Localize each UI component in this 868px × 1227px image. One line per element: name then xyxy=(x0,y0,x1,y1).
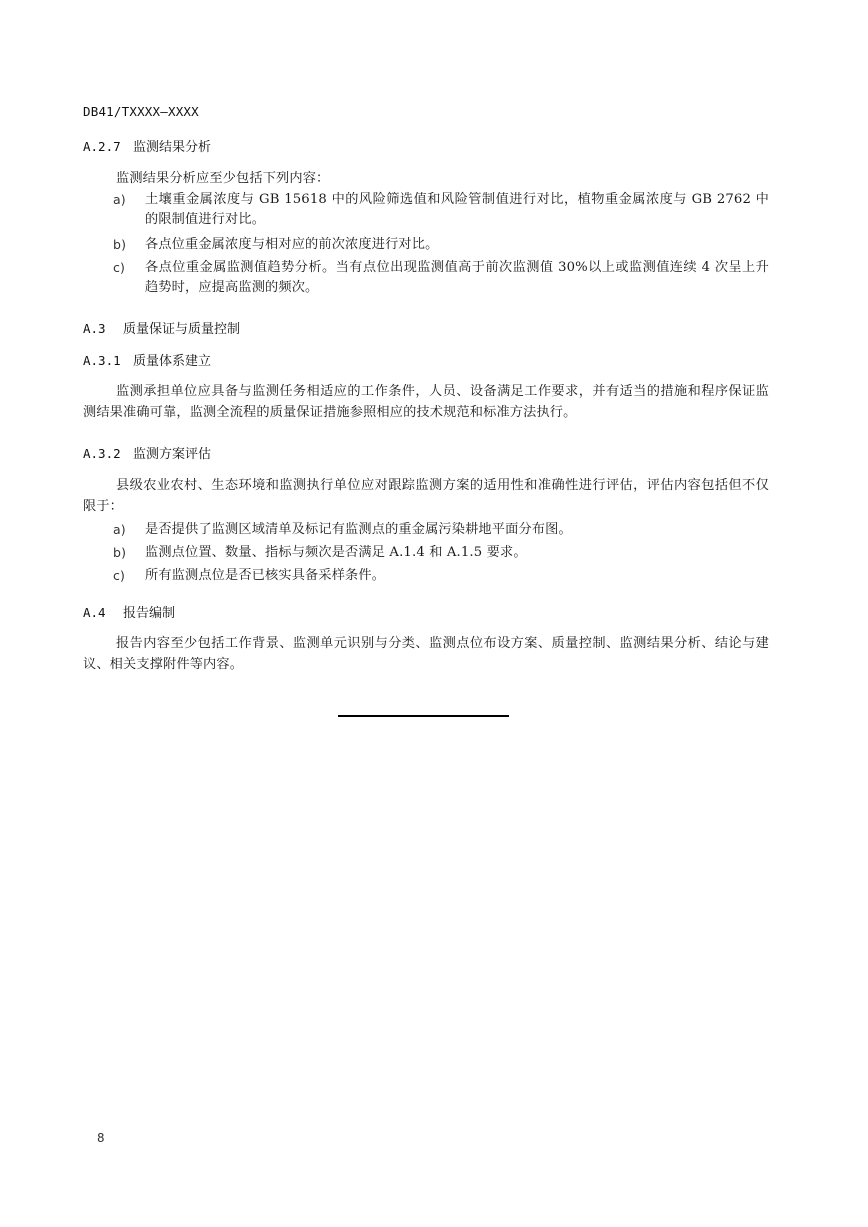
list-text: 所有监测点位是否已核实具备采样条件。 xyxy=(145,568,386,583)
section-number: A.3.2 xyxy=(83,446,121,461)
list-item xyxy=(113,566,769,586)
list-text: 各点位重金属监测值趋势分析。当有点位出现监测值高于前次监测值 30%以上或监测值连续 4 次呈上升趋势时，应提高监测的频次。 xyxy=(145,260,769,295)
a31-paragraph: 监测承担单位应具备与监测任务相适应的工作条件，人员、设备满足工作要求，并有适当的措施和程序保证监测结果准确可靠，监测全流程的质量保证措施参照相应的技术规范和标准方法执行。 xyxy=(83,384,769,420)
section-number: A.2.7 xyxy=(83,139,121,154)
heading-a4 xyxy=(83,602,175,621)
list-marker: c) xyxy=(113,568,126,583)
list-text: 是否提供了监测区域清单及标记有监测点的重金属污染耕地平面分布图。 xyxy=(145,522,572,537)
section-number: A.3 xyxy=(83,321,106,336)
heading-a3 xyxy=(83,318,240,337)
list-text: 监测点位置、数量、指标与频次是否满足 A.1.4 和 A.1.5 要求。 xyxy=(145,545,527,560)
section-title: 质量体系建立 xyxy=(133,354,212,369)
section-title: 质量保证与质量控制 xyxy=(123,322,241,337)
page-number: 8 xyxy=(97,1130,105,1145)
a32-paragraph: 县级农业农村、生态环境和监测执行单位应对跟踪监测方案的适用性和准确性进行评估，评估内容包括但不仅限于： xyxy=(83,478,769,514)
list-marker: b) xyxy=(113,545,127,560)
list-item xyxy=(113,520,769,540)
heading-a32 xyxy=(83,443,211,462)
list-item xyxy=(113,190,769,230)
list-item xyxy=(113,235,769,255)
list-marker: a) xyxy=(113,192,126,207)
a4-paragraph: 报告内容至少包括工作背景、监测单元识别与分类、监测点位布设方案、质量控制、监测结果分析、结论与建议、相关支撑附件等内容。 xyxy=(83,636,769,672)
list-marker: c) xyxy=(113,260,126,275)
a27-intro: 监测结果分析应至少包括下列内容： xyxy=(116,171,330,186)
list-marker: a) xyxy=(113,522,126,537)
heading-a27 xyxy=(83,136,211,155)
list-item xyxy=(113,258,769,298)
section-title: 监测结果分析 xyxy=(133,140,212,155)
section-title: 监测方案评估 xyxy=(133,447,212,462)
document-code: DB41/TXXXX—XXXX xyxy=(83,104,199,119)
list-marker: b) xyxy=(113,237,127,252)
end-rule-divider xyxy=(338,715,509,717)
section-number: A.4 xyxy=(83,605,106,620)
section-title: 报告编制 xyxy=(123,606,176,621)
section-number: A.3.1 xyxy=(83,353,121,368)
list-text: 各点位重金属浓度与相对应的前次浓度进行对比。 xyxy=(145,237,439,252)
list-item xyxy=(113,543,769,563)
heading-a31 xyxy=(83,350,211,369)
list-text: 土壤重金属浓度与 GB 15618 中的风险筛选值和风险管制值进行对比，植物重金属浓度与 GB 2762 中的限制值进行对比。 xyxy=(145,192,769,227)
